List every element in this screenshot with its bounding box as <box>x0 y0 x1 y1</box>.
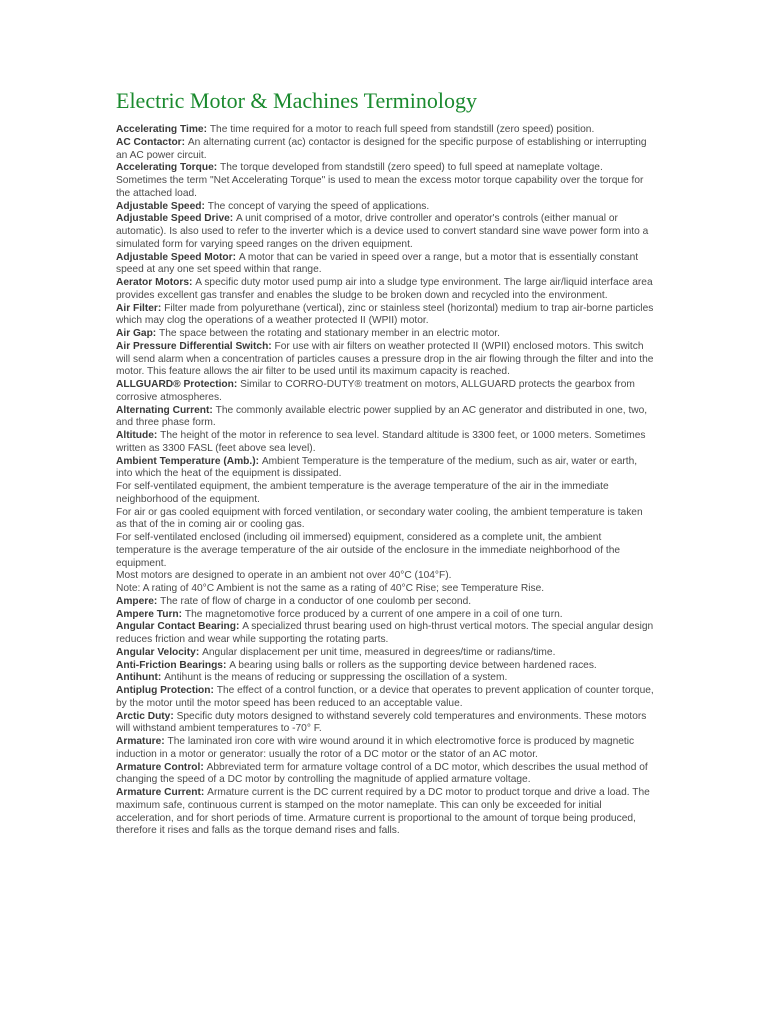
glossary-definition: The magnetomotive force produced by a current of one ampere in a coil of one turn. <box>184 608 563 620</box>
glossary-entry <box>116 430 656 456</box>
document-page <box>116 88 656 838</box>
glossary-entry <box>116 596 656 609</box>
glossary-definition: For self-ventilated equipment, the ambient temperature is the average temperature of the air in the immediate neighborhood of the equipment. <box>116 481 609 505</box>
glossary-term: Air Filter: <box>116 302 162 314</box>
glossary-term: Ampere Turn: <box>116 608 183 620</box>
glossary-definition: Filter made from polyurethane (vertical), zinc or stainless steel (horizontal) medium to trap air-borne particles which may clog the operations of a weather protected II (WPII) motor. <box>116 302 654 327</box>
glossary-definition: Antihunt is the means of reducing or suppressing the oscillation of a system. <box>164 672 508 684</box>
glossary-entry <box>116 507 656 533</box>
glossary-entry <box>116 660 656 673</box>
glossary-entry <box>116 762 656 788</box>
glossary-entry <box>116 201 656 214</box>
glossary-definition: Ambient Temperature is the temperature of the medium, such as air, water or earth, into which the heat of the equipment is dissipated. <box>116 455 638 480</box>
glossary-entry <box>116 736 656 762</box>
glossary-term: Accelerating Time: <box>116 124 207 135</box>
glossary-entry <box>116 213 656 251</box>
glossary-definition: A specialized thrust bearing used on high-thrust vertical motors. The special angular design reduces friction and wear while supporting the rotating parts. <box>116 621 654 645</box>
glossary-term: Adjustable Speed Drive: <box>116 213 234 225</box>
glossary-definition: The space between the rotating and stationary member in an electric motor. <box>159 328 500 339</box>
glossary-entry <box>116 137 656 163</box>
glossary-entry <box>116 685 656 711</box>
document-title: Electric Motor & Machines Terminology <box>116 88 477 113</box>
glossary-definition: The time required for a motor to reach full speed from standstill (zero speed) position. <box>209 124 595 135</box>
glossary-term: Adjustable Speed: <box>116 200 205 212</box>
glossary-entry <box>116 672 656 685</box>
glossary-entry <box>116 341 656 379</box>
glossary-definition: Similar to CORRO-DUTY® treatment on motors, ALLGUARD protects the gearbox from corrosive atmospheres. <box>116 379 635 403</box>
glossary-definition: The concept of varying the speed of applications. <box>207 200 430 212</box>
glossary-term: Anti-Friction Bearings: <box>116 659 227 671</box>
glossary-term: Altitude: <box>116 430 158 441</box>
glossary-term: AC Contactor: <box>116 136 186 148</box>
glossary-entry <box>116 252 656 278</box>
glossary-term: Ampere: <box>116 595 158 607</box>
glossary-term: Armature: <box>116 736 165 747</box>
glossary-entry <box>116 621 656 647</box>
glossary-term: Angular Contact Bearing: <box>116 621 240 633</box>
glossary-entry <box>116 609 656 622</box>
glossary-definition: Angular displacement per unit time, measured in degrees/time or radians/time. <box>202 646 556 658</box>
glossary-term: Accelerating Torque: <box>116 162 218 174</box>
glossary-entry <box>116 379 656 405</box>
glossary-term: Armature Control: <box>116 761 204 773</box>
glossary-definition: The laminated iron core with wire wound around it in which electromotive force is produced by magnetic induction in a motor or generator: usually the rotor of a DC motor or the stator of an AC motor. <box>116 736 635 760</box>
glossary-term: Air Pressure Differential Switch: <box>116 340 272 352</box>
glossary-definition: The commonly available electric power supplied by an AC generator and distributed in one, two, and three phase form. <box>116 404 648 429</box>
glossary-definition: The height of the motor in reference to sea level. Standard altitude is 3300 feet, or 1000 meters. Sometimes written as 3300 FASL (feet above sea level). <box>116 430 646 454</box>
glossary-term: Air Gap: <box>116 328 157 339</box>
glossary-list <box>116 124 656 838</box>
glossary-entry <box>116 456 656 482</box>
glossary-definition: For air or gas cooled equipment with forced ventilation, or secondary water cooling, the ambient temperature is taken as that of the in coming air or cooling gas. <box>116 506 643 531</box>
glossary-entry <box>116 787 656 838</box>
glossary-definition: Armature current is the DC current required by a DC motor to product torque and drive a load. The maximum safe, continuous current is stamped on the motor nameplate. This can only be exceeded for initial acceleration, and for short periods of time. Armature current is proportional to the amount of torque being produced, therefore it rises and falls as the torque demand rises and falls. <box>116 787 650 837</box>
glossary-term: Aerator Motors: <box>116 277 193 288</box>
glossary-entry <box>116 481 656 507</box>
glossary-entry <box>116 711 656 737</box>
glossary-entry <box>116 405 656 431</box>
glossary-definition: A bearing using balls or rollers as the supporting device between hardened races. <box>229 659 597 671</box>
glossary-entry <box>116 328 656 341</box>
glossary-entry <box>116 570 656 583</box>
glossary-term: Adjustable Speed Motor: <box>116 251 236 263</box>
glossary-definition: For use with air filters on weather protected II (WPII) enclosed motors. This switch will send alarm when a concentration of particles causes a pressure drop in the air flowing through the filter and into the motor. This feature allows the air filter to be used until its maximum capacity is reached. <box>116 340 654 378</box>
glossary-term: Antiplug Protection: <box>116 685 214 696</box>
glossary-definition: Specific duty motors designed to withstand severely cold temperatures and environments. These motors will withstand ambient temperatures to -70° F. <box>116 710 647 735</box>
glossary-definition: A motor that can be varied in speed over a range, but a motor that is essentially constant speed at any one set speed within that range. <box>116 251 639 276</box>
glossary-term: Armature Current: <box>116 787 205 798</box>
glossary-entry <box>116 277 656 303</box>
glossary-term: Ambient Temperature (Amb.): <box>116 455 260 467</box>
glossary-definition: The rate of flow of charge in a conductor of one coulomb per second. <box>160 595 472 607</box>
glossary-definition: A unit comprised of a motor, drive controller and operator's controls (either manual or automatic). Is also used to refer to the inverter which is a device used to convert standard sine wave power form into a simulated form for varying speed ranges on the driven equipment. <box>116 213 649 250</box>
glossary-term: ALLGUARD® Protection: <box>116 379 238 390</box>
glossary-term: Arctic Duty: <box>116 710 174 722</box>
glossary-entry <box>116 583 656 596</box>
glossary-definition: Most motors are designed to operate in an ambient not over 40°C (104°F). <box>116 570 452 582</box>
glossary-term: Angular Velocity: <box>116 646 200 658</box>
glossary-definition: An alternating current (ac) contactor is designed for the specific purpose of establishing or interrupting an AC power circuit. <box>116 136 647 161</box>
glossary-term: Alternating Current: <box>116 404 213 416</box>
glossary-entry <box>116 647 656 660</box>
glossary-definition: Abbreviated term for armature voltage control of a DC motor, which describes the usual method of changing the speed of a DC motor by controlling the magnitude of applied armature voltage. <box>116 761 648 786</box>
glossary-definition: A specific duty motor used pump air into a sludge type environment. The large air/liquid interface area provides excellent gas transfer and enables the sludge to be broken down and recycled into the environment. <box>116 277 653 301</box>
glossary-definition: For self-ventilated enclosed (including oil immersed) equipment, considered as a complete unit, the ambient temperature is the average temperature of the air outside of the enclosure in the immediate neighborhood of the equipment. <box>116 532 621 569</box>
glossary-entry <box>116 303 656 329</box>
glossary-definition: The torque developed from standstill (zero speed) to full speed at nameplate voltage. Sometimes the term "Net Accelerating Torque" is used to mean the excess motor torque capability over the torque for the attached load. <box>116 162 644 199</box>
glossary-definition: The effect of a control function, or a device that operates to prevent application of counter torque, by the motor until the motor speed has been reduced to an acceptable value. <box>116 685 654 709</box>
glossary-term: Antihunt: <box>116 672 162 684</box>
glossary-entry <box>116 532 656 570</box>
glossary-entry <box>116 162 656 200</box>
glossary-entry <box>116 124 656 137</box>
glossary-definition: Note: A rating of 40°C Ambient is not the same as a rating of 40°C Rise; see Temperature Rise. <box>116 583 545 594</box>
